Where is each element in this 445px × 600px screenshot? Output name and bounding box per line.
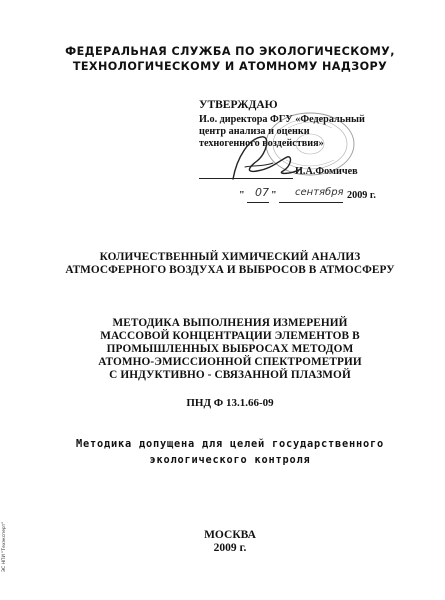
- signatory-name: И.А.Фомичев: [295, 166, 358, 177]
- method-title-line-4: АТОМНО-ЭМИССИОННОЙ СПЕКТРОМЕТРИИ: [98, 356, 362, 368]
- approval-line-3: техногенного воздействия»: [199, 138, 324, 149]
- month-underline: [279, 202, 343, 203]
- agency-line-2: ТЕХНОЛОГИЧЕСКОМУ И АТОМНОМУ НАДЗОРУ: [72, 60, 388, 73]
- publication-year: 2009 г.: [213, 542, 247, 554]
- approval-note: [40, 436, 420, 468]
- date-close-quote: ": [271, 190, 277, 201]
- approval-note-line-1: Методика допущена для целей государственного: [76, 438, 384, 450]
- method-title: [40, 317, 420, 382]
- date-month: сентября: [295, 187, 344, 198]
- approval-heading: УТВЕРЖДАЮ: [199, 99, 278, 111]
- day-underline: [247, 202, 269, 203]
- date-year: 2009 г.: [347, 190, 376, 201]
- approval-note-line-2: экологического контроля: [149, 454, 311, 466]
- approval-line-2: центр анализа и оценки: [199, 126, 310, 137]
- method-title-line-1: МЕТОДИКА ВЫПОЛНЕНИЯ ИЗМЕРЕНИЙ: [112, 317, 348, 329]
- method-title-line-5: С ИНДУКТИВНО - СВЯЗАННОЙ ПЛАЗМОЙ: [109, 369, 351, 381]
- document-code: ПНД Ф 13.1.66-09: [186, 397, 274, 409]
- category-title-line-1: КОЛИЧЕСТВЕННЫЙ ХИМИЧЕСКИЙ АНАЛИЗ: [99, 251, 361, 263]
- method-title-line-3: ПРОМЫШЛЕННЫХ ВЫБРОСАХ МЕТОДОМ: [106, 343, 354, 355]
- document-category-title: [40, 251, 420, 277]
- date-open-quote: ": [239, 190, 245, 201]
- approval-line-1: И.о. директора ФГУ «Федеральный: [199, 114, 365, 125]
- side-watermark: ЭС НПИ "Техэксперт": [2, 521, 7, 572]
- approval-date: [199, 186, 399, 204]
- publication-place: [40, 529, 420, 555]
- date-day: 07: [255, 186, 269, 199]
- agency-line-1: ФЕДЕРАЛЬНАЯ СЛУЖБА ПО ЭКОЛОГИЧЕСКОМУ,: [65, 45, 395, 58]
- city-name: МОСКВА: [204, 529, 256, 541]
- method-title-line-2: МАССОВОЙ КОНЦЕНТРАЦИИ ЭЛЕМЕНТОВ В: [100, 330, 360, 342]
- handwritten-signature: [227, 127, 307, 192]
- category-title-line-2: АТМОСФЕРНОГО ВОЗДУХА И ВЫБРОСОВ В АТМОСФЕРУ: [65, 264, 395, 276]
- agency-header: [40, 44, 420, 74]
